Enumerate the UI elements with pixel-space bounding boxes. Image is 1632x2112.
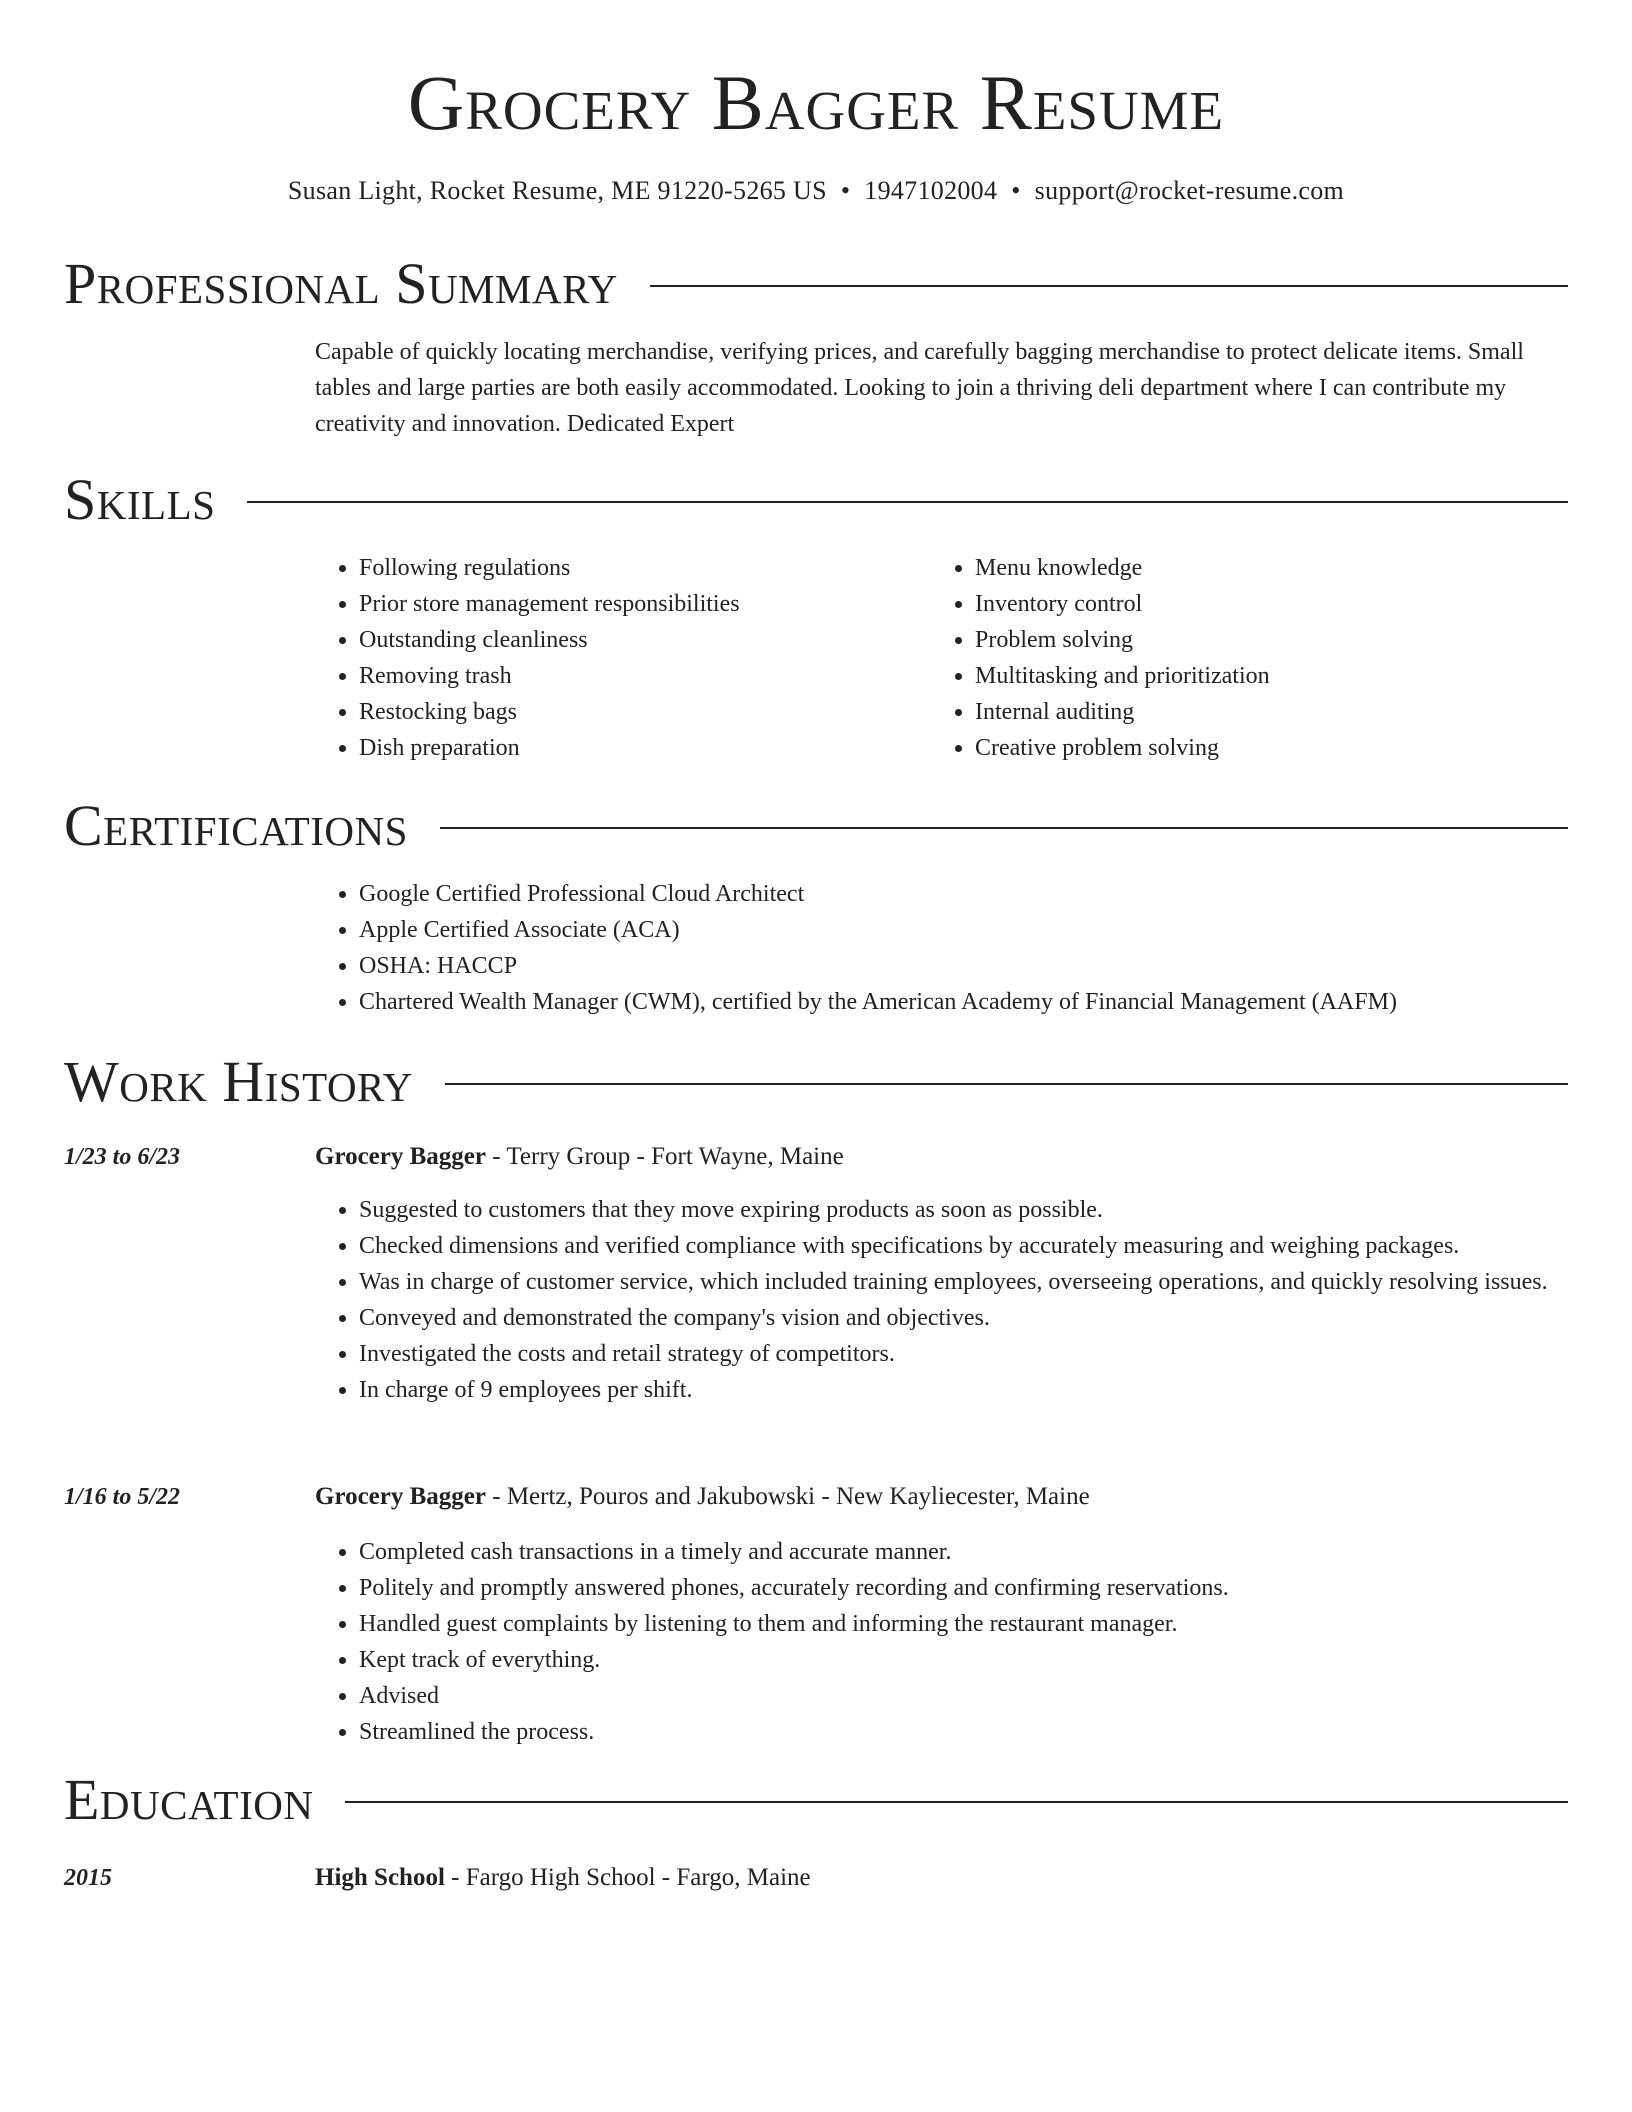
skill-item: • Creative problem solving [975,730,1531,766]
certifications-list [315,876,1555,1020]
job-bullets-column [315,1534,1555,1750]
job-bullet: • Completed cash transactions in a timely and accurate manner. [359,1534,1555,1570]
job-title: Grocery Bagger [315,1483,486,1510]
skill-item: • Inventory control [975,586,1531,622]
contact-address: Susan Light, Rocket Resume, ME 91220-5265 US [287,176,827,205]
job-bullet: • In charge of 9 employees per shift. [359,1372,1555,1408]
skill-item: • Menu knowledge [975,550,1531,586]
separator-bullet: • [1011,176,1021,205]
education-entry [315,1860,811,1896]
skill-item: • Removing trash [359,658,915,694]
section-divider [345,1801,1568,1803]
skills-left-column [315,550,915,766]
work-section-header [64,1050,1568,1114]
job-bullet: • Investigated the costs and retail strategy of competitors. [359,1336,1555,1372]
section-divider [650,285,1568,287]
certifications-column [315,876,1555,1020]
section-divider [440,827,1568,829]
skills-list-right [931,550,1531,766]
job-bullet: • Suggested to customers that they move expiring products as soon as possible. [359,1192,1555,1228]
work-heading: Work History [64,1049,413,1114]
job-bullet: • Checked dimensions and verified compliance with specifications by accurately measuring and weighing packages. [359,1228,1555,1264]
contact-info [0,175,1632,207]
skill-item: • Multitasking and prioritization [975,658,1531,694]
skills-list-left [315,550,915,766]
job-title: Grocery Bagger [315,1143,486,1170]
contact-email: support@rocket-resume.com [1034,176,1345,205]
job-bullet: • Was in charge of customer service, which included training employees, overseeing operations, and quickly resolving issues. [359,1264,1555,1300]
education-details: - Fargo High School - Fargo, Maine [444,1864,811,1891]
skill-item: • Dish preparation [359,730,915,766]
skills-right-column [931,550,1531,766]
education-heading: Education [64,1767,314,1832]
certifications-heading: Certifications [64,793,408,858]
section-divider [247,501,1568,503]
summary-heading: Professional Summary [64,251,618,316]
separator-bullet: • [840,176,851,205]
education-year: 2015 [64,1865,112,1891]
contact-phone: 1947102004 [864,176,998,205]
education-section-header [64,1768,1568,1832]
certifications-section-header [64,794,1568,858]
job-header [315,1139,844,1175]
job-bullet: • Handled guest complaints by listening to them and informing the restaurant manager. [359,1606,1555,1642]
certification-item: • OSHA: HACCP [359,948,1555,984]
certification-item: • Google Certified Professional Cloud Architect [359,876,1555,912]
job-bullet: • Streamlined the process. [359,1714,1555,1750]
job-bullets-column [315,1192,1555,1408]
certification-item: • Chartered Wealth Manager (CWM), certified by the American Academy of Financial Management (AAFM) [359,984,1555,1020]
job-details: - Mertz, Pouros and Jakubowski - New Kayliecester, Maine [486,1483,1090,1510]
skill-item: • Internal auditing [975,694,1531,730]
job-bullet: • Kept track of everything. [359,1642,1555,1678]
summary-text: Capable of quickly locating merchandise, verifying prices, and carefully bagging merchandise to protect delicate items. Small tables and large parties are both easily accommodated. Looking to join a thriving deli department where I can contribute my creativity and innovation. Dedicated Expert [315,339,1524,437]
skill-item: • Problem solving [975,622,1531,658]
job-bullet: • Politely and promptly answered phones, accurately recording and confirming reservations. [359,1570,1555,1606]
skill-item: • Restocking bags [359,694,915,730]
job-bullets [315,1534,1555,1750]
job-bullet: • Advised [359,1678,1555,1714]
summary-section-header [64,252,1568,316]
job-dates: 1/23 to 6/23 [64,1144,181,1170]
job-dates: 1/16 to 5/22 [64,1484,181,1510]
job-details: - Terry Group - Fort Wayne, Maine [486,1143,844,1170]
job-bullets [315,1192,1555,1408]
resume-title: Grocery Bagger Resume [407,59,1225,146]
skill-item: • Outstanding cleanliness [359,622,915,658]
job-header [315,1479,1090,1515]
skill-item: • Following regulations [359,550,915,586]
skill-item: • Prior store management responsibilities [359,586,915,622]
section-divider [445,1083,1568,1085]
skills-section-header [64,468,1568,532]
education-degree: High School [315,1864,445,1891]
certification-item: • Apple Certified Associate (ACA) [359,912,1555,948]
skills-heading: Skills [64,467,216,532]
job-bullet: • Conveyed and demonstrated the company's vision and objectives. [359,1300,1555,1336]
